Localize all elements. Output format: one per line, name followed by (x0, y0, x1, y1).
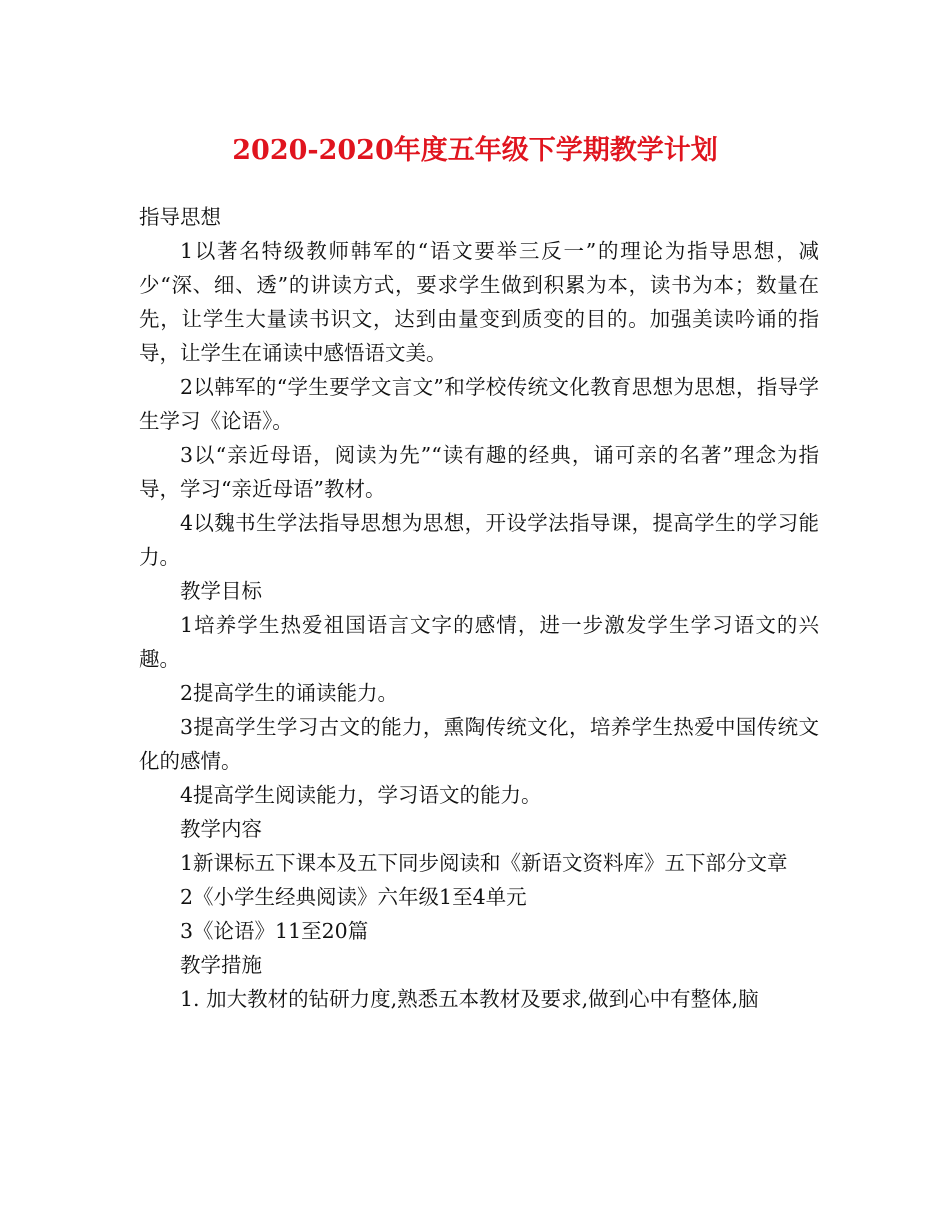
paragraph: 3《论语》11至20篇 (180, 919, 369, 943)
paragraph: 4提高学生阅读能力，学习语文的能力。 (180, 783, 542, 807)
paragraph: 2《小学生经典阅读》六年级1至4单元 (180, 885, 527, 909)
paragraph: 2以韩军的“学生要学文言文”和学校传统文化教育思想为思想，指导学生学习《论语》。 (139, 375, 819, 433)
paragraph: 3以“亲近母语，阅读为先”“读有趣的经典，诵可亲的名著”理念为指导，学习“亲近母语”教材。 (139, 443, 819, 501)
paragraph: 1新课标五下课本及五下同步阅读和《新语文资料库》五下部分文章 (180, 851, 788, 875)
document-title: 2020-2020年度五年级下学期教学计划 (232, 135, 718, 166)
heading-teaching-goals: 教学目标 (180, 579, 262, 603)
paragraph: 3提高学生学习古文的能力，熏陶传统文化，培养学生热爱中国传统文化的感情。 (139, 715, 819, 773)
heading-teaching-content: 教学内容 (180, 817, 262, 841)
heading-guiding-thought: 指导思想 (139, 205, 221, 229)
paragraph: 2提高学生的诵读能力。 (180, 681, 399, 705)
paragraph: 1培养学生热爱祖国语言文字的感情，进一步激发学生学习语文的兴趣。 (139, 613, 819, 671)
paragraph: 4以魏书生学法指导思想为思想，开设学法指导课，提高学生的学习能力。 (139, 511, 819, 569)
paragraph: 1. 加大教材的钻研力度,熟悉五本教材及要求,做到心中有整体,脑 (180, 987, 759, 1011)
heading-teaching-measures: 教学措施 (180, 953, 262, 977)
document-body (139, 200, 819, 1016)
paragraph: 1以著名特级教师韩军的“语文要举三反一”的理论为指导思想，减少“深、细、透”的讲读方式，要求学生做到积累为本，读书为本；数量在先，让学生大量读书识文，达到由量变到质变的目的。加强美读吟诵的指导，让学生在诵读中感悟语文美。 (139, 239, 819, 365)
